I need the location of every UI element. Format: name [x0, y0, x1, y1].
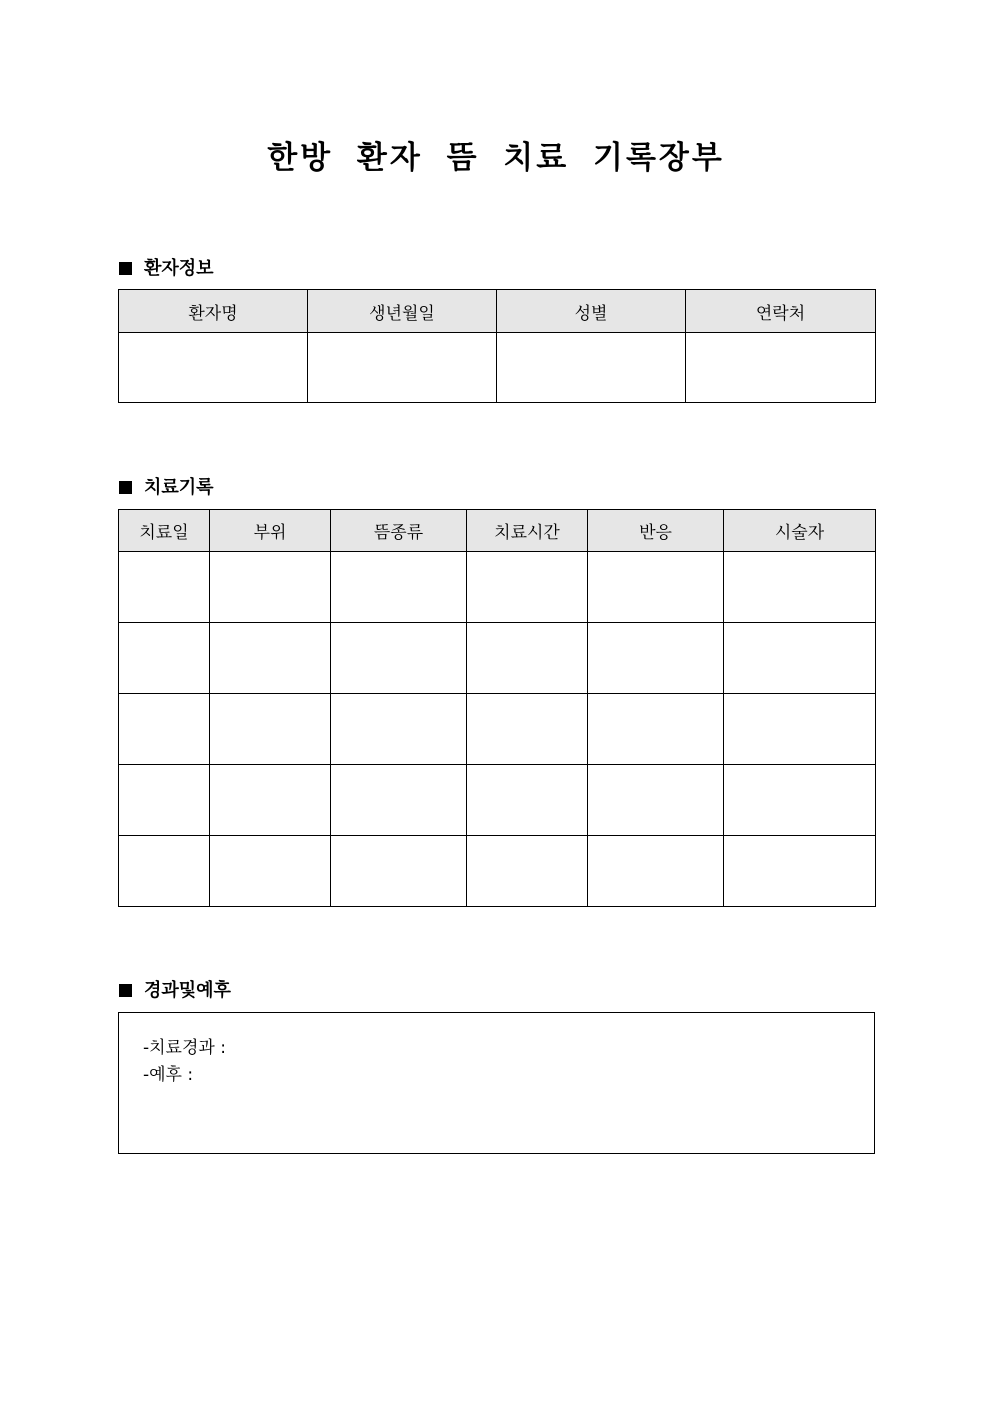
table-cell[interactable]: [588, 552, 724, 623]
table-cell[interactable]: [588, 694, 724, 765]
table-cell[interactable]: [210, 836, 331, 907]
table-cell[interactable]: [210, 694, 331, 765]
name-cell[interactable]: [119, 333, 308, 403]
table-row: [119, 623, 876, 694]
table-cell[interactable]: [588, 765, 724, 836]
table-cell[interactable]: [724, 765, 876, 836]
section-heading-patient-info: [119, 254, 214, 280]
section-heading-label: 환자정보: [144, 258, 214, 279]
column-header-moxa-type: 뜸종류: [331, 510, 467, 552]
table-header-row: [119, 510, 876, 552]
table-row: [119, 694, 876, 765]
column-header-date: 치료일: [119, 510, 210, 552]
square-bullet-icon: [119, 481, 132, 494]
page-title: 한방 환자 뜸 치료 기록장부: [267, 140, 725, 176]
table-cell[interactable]: [724, 836, 876, 907]
treatment-record-table: [118, 509, 876, 907]
gender-cell[interactable]: [497, 333, 686, 403]
column-header-practitioner: 시술자: [724, 510, 876, 552]
table-cell[interactable]: [119, 765, 210, 836]
square-bullet-icon: [119, 984, 132, 997]
table-cell[interactable]: [119, 623, 210, 694]
section-heading-label: 치료기록: [144, 477, 214, 498]
treatment-progress-line: -치료경과 :: [143, 1038, 226, 1058]
birthdate-cell[interactable]: [308, 333, 497, 403]
table-cell[interactable]: [210, 765, 331, 836]
table-cell[interactable]: [119, 836, 210, 907]
square-bullet-icon: [119, 262, 132, 275]
table-cell[interactable]: [119, 552, 210, 623]
prognosis-line: -예후 :: [143, 1065, 194, 1085]
patient-info-table: [118, 289, 876, 403]
column-header-gender: 성별: [497, 290, 686, 333]
section-heading-label: 경과및예후: [144, 980, 231, 1001]
table-cell[interactable]: [331, 623, 467, 694]
contact-cell[interactable]: [686, 333, 876, 403]
table-cell[interactable]: [467, 765, 588, 836]
table-cell[interactable]: [119, 694, 210, 765]
column-header-contact: 연락처: [686, 290, 876, 333]
table-cell[interactable]: [588, 623, 724, 694]
table-cell[interactable]: [331, 694, 467, 765]
column-header-site: 부위: [210, 510, 331, 552]
table-cell[interactable]: [724, 552, 876, 623]
table-cell[interactable]: [588, 836, 724, 907]
table-cell[interactable]: [331, 765, 467, 836]
table-cell[interactable]: [467, 623, 588, 694]
column-header-duration: 치료시간: [467, 510, 588, 552]
progress-notes-box[interactable]: [118, 1012, 875, 1154]
table-cell[interactable]: [467, 552, 588, 623]
table-row: [119, 333, 876, 403]
table-cell[interactable]: [331, 836, 467, 907]
table-cell[interactable]: [467, 694, 588, 765]
table-header-row: [119, 290, 876, 333]
table-cell[interactable]: [210, 552, 331, 623]
table-row: [119, 552, 876, 623]
table-row: [119, 765, 876, 836]
table-row: [119, 836, 876, 907]
table-cell[interactable]: [467, 836, 588, 907]
section-heading-progress: [119, 976, 231, 1002]
column-header-reaction: 반응: [588, 510, 724, 552]
table-cell[interactable]: [724, 694, 876, 765]
table-cell[interactable]: [724, 623, 876, 694]
column-header-birthdate: 생년월일: [308, 290, 497, 333]
table-cell[interactable]: [331, 552, 467, 623]
column-header-name: 환자명: [119, 290, 308, 333]
section-heading-treatment-record: [119, 473, 214, 499]
table-cell[interactable]: [210, 623, 331, 694]
